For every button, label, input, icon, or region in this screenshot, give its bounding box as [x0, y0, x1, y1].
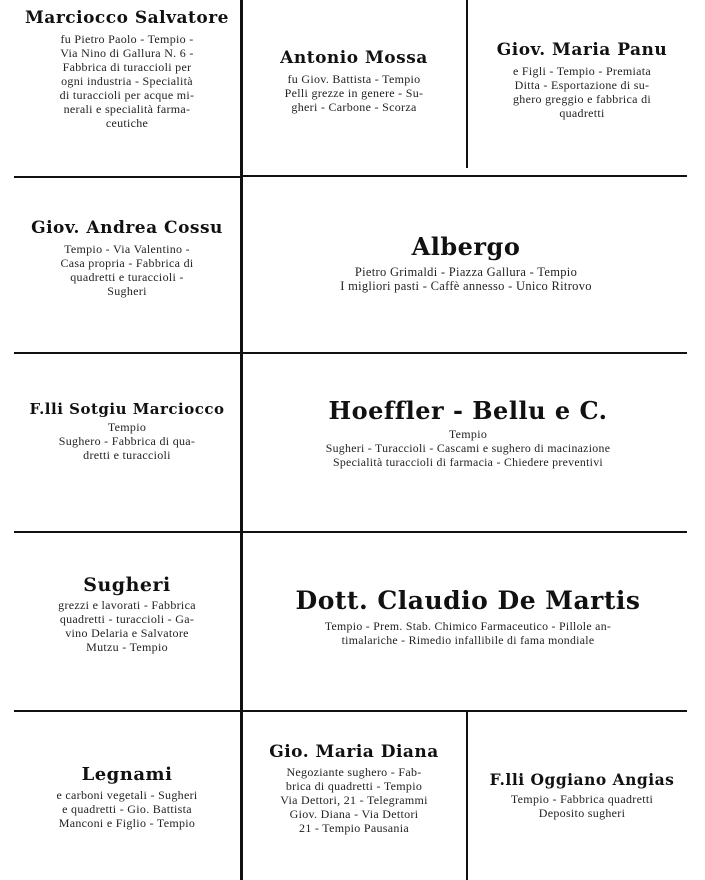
ad-title: Dott. Claudio De Martis — [295, 586, 641, 615]
ad-legnami — [18, 764, 236, 830]
ad-line: Pietro Grimaldi - Piazza Gallura - Tempio — [354, 265, 578, 279]
ad-line: Specialità turaccioli di farmacia - Chiedere preventivi — [332, 455, 604, 469]
ad-line: Tempio - Prem. Stab. Chimico Farmaceutico - Pillole an- — [324, 619, 612, 633]
ad-line: e quadretti - Gio. Battista — [62, 802, 192, 816]
ad-flli-oggiano-angias — [472, 770, 692, 820]
ad-title: Antonio Mossa — [280, 48, 428, 68]
ad-line: Via Dettori, 21 - Telegrammi — [280, 793, 428, 807]
ad-title: Giov. Andrea Cossu — [31, 218, 223, 238]
row-divider-2-right — [243, 352, 687, 354]
ad-line: 21 - Tempio Pausania — [299, 821, 409, 835]
ad-hoeffler-bellu — [250, 396, 686, 469]
ad-line: Sughero - Fabbrica di qua- — [58, 434, 196, 448]
ad-line: ogni industria - Specialità — [61, 74, 193, 88]
ad-line: gheri - Carbone - Scorza — [291, 100, 417, 114]
ad-line: Via Nino di Gallura N. 6 - — [60, 46, 194, 60]
ad-line: ceutiche — [105, 116, 149, 130]
ad-line: dretti e turaccioli — [83, 448, 171, 462]
ad-title: Hoeffler - Bellu e C. — [328, 396, 608, 425]
ad-line: Sugheri - Turaccioli - Cascami e sughero di macinazione — [325, 441, 611, 455]
ad-line: Deposito sugheri — [538, 806, 626, 820]
ad-dott-claudio-de-martis — [250, 586, 686, 647]
ad-line: Mutzu - Tempio — [86, 640, 168, 654]
ad-line: Pelli grezze in genere - Su- — [284, 86, 424, 100]
ad-line: nerali e specialità farma- — [63, 102, 191, 116]
ad-title: F.lli Oggiano Angias — [489, 770, 675, 789]
ad-title: F.lli Sotgiu Marciocco — [29, 400, 225, 418]
ad-line: fu Pietro Paolo - Tempio - — [60, 32, 194, 46]
ad-line: Manconi e Figlio - Tempio — [58, 816, 196, 830]
ad-sugheri — [18, 574, 236, 654]
ad-line: ghero greggio e fabbrica di — [512, 92, 652, 106]
ad-flli-sotgiu-marciocco — [16, 400, 238, 462]
ad-giov-maria-panu — [472, 40, 692, 120]
row-divider-2-left — [14, 352, 240, 354]
ad-line: Fabbrica di turaccioli per — [62, 60, 192, 74]
column-divider-bottom-right — [466, 712, 468, 880]
ad-line: brica di quadretti - Tempio — [285, 779, 423, 793]
ad-title: Sugheri — [83, 574, 171, 596]
ad-line: di turaccioli per acque mi- — [59, 88, 195, 102]
ad-line: quadretti e turaccioli - — [70, 270, 184, 284]
ad-antonio-mossa — [246, 48, 462, 114]
ad-line: quadretti - turaccioli - Ga- — [59, 612, 195, 626]
ad-gio-maria-diana — [246, 742, 462, 835]
ad-line: fu Giov. Battista - Tempio — [287, 72, 421, 86]
ad-line: Ditta - Esportazione di su- — [514, 78, 650, 92]
row-divider-4-left — [14, 710, 240, 712]
ad-title: Gio. Maria Diana — [269, 742, 439, 762]
row-divider-4-right — [243, 710, 687, 712]
ad-title: Giov. Maria Panu — [496, 40, 668, 60]
ad-line: Tempio — [107, 420, 147, 434]
ad-line: timalariche - Rimedio infallibile di fama mondiale — [341, 633, 595, 647]
ad-title: Legnami — [81, 764, 173, 785]
ad-line: Negoziante sughero - Fab- — [286, 765, 422, 779]
ad-marciocco-salvatore — [20, 8, 234, 130]
ad-line: vino Delaria e Salvatore — [65, 626, 189, 640]
row-divider-1-left — [14, 176, 240, 178]
ad-line: grezzi e lavorati - Fabbrica — [58, 598, 196, 612]
ad-line: Tempio — [448, 427, 488, 441]
ad-giov-andrea-cossu — [18, 218, 236, 298]
ad-line: Giov. Diana - Via Dettori — [289, 807, 419, 821]
ad-title: Albergo — [411, 232, 521, 261]
row-divider-3-left — [14, 531, 240, 533]
ad-line: e carboni vegetali - Sugheri — [56, 788, 198, 802]
ad-line: quadretti — [559, 106, 605, 120]
column-divider-top-right — [466, 0, 468, 168]
ad-line: I migliori pasti - Caffè annesso - Unico Ritrovo — [340, 279, 592, 293]
ad-line: Tempio - Via Valentino - — [64, 242, 190, 256]
column-divider-left — [240, 0, 243, 880]
ad-line: e Figli - Tempio - Premiata — [512, 64, 651, 78]
row-divider-1-right — [243, 175, 687, 177]
ad-line: Tempio - Fabbrica quadretti — [510, 792, 654, 806]
ad-line: Casa propria - Fabbrica di — [60, 256, 194, 270]
ad-line: Sugheri — [107, 284, 147, 298]
ad-albergo — [250, 232, 682, 293]
row-divider-3-right — [243, 531, 687, 533]
ad-title: Marciocco Salvatore — [24, 8, 229, 28]
